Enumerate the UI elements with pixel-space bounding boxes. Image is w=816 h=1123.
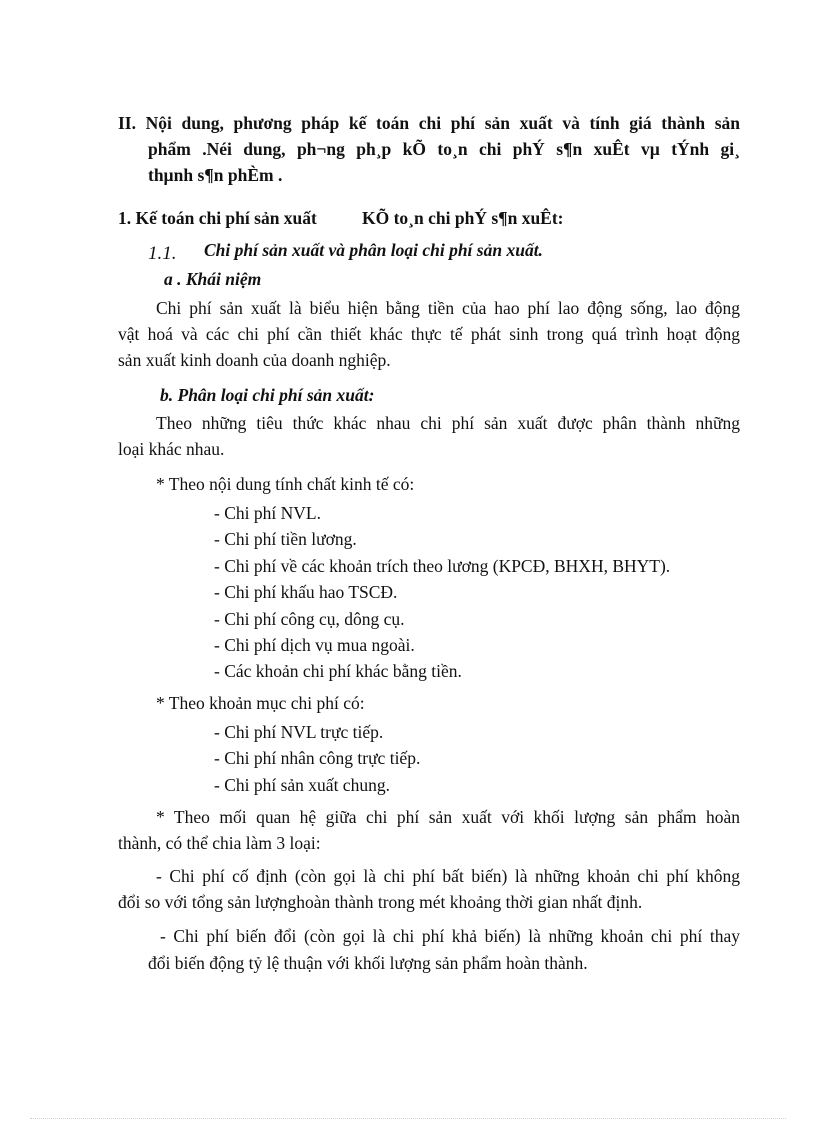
group2-title: * Theo khoản mục chi phí có: <box>156 693 365 713</box>
list-item: - Chi phí khấu hao TSCĐ. <box>214 582 398 602</box>
page-bottom-border <box>30 1118 786 1119</box>
list-item: - Chi phí NVL. <box>214 503 321 523</box>
list-item: - Chi phí nhân công trực tiếp. <box>214 748 421 768</box>
variable-cost-line1: - Chi phí biến đổi (còn gọi là chi phí khả biến) là những khoản chi phí thay <box>160 926 740 946</box>
part-b-para-line2: loại khác nhau. <box>118 439 225 459</box>
section-heading-line2: phẩm .Néi dung, ph¬ng ph¸p kÕ to¸n chi phÝ s¶n xuÊt vµ tÝnh gi¸ <box>148 139 740 159</box>
group3-title-line2: thành, có thể chia làm 3 loại: <box>118 833 321 853</box>
list-item: - Chi phí về các khoản trích theo lương (KPCĐ, BHXH, BHYT). <box>214 556 671 576</box>
subsection-heading-vn: 1. Kế toán chi phí sản xuất <box>118 208 317 228</box>
section-heading-line1: II. Nội dung, phương pháp kế toán chi phí sản xuất và tính giá thành sản <box>118 113 740 133</box>
section-heading-line3: thµnh s¶n phÈm . <box>148 165 283 185</box>
fixed-cost-line2: đổi so với tổng sản lượnghoàn thành trong mét khoảng thời gian nhất định. <box>118 892 643 912</box>
list-item: - Các khoản chi phí khác bằng tiền. <box>214 661 462 681</box>
part-a-heading: a . Khái niệm <box>164 269 262 289</box>
list-item: - Chi phí NVL trực tiếp. <box>214 722 384 742</box>
subsection-title: Chi phí sản xuất và phân loại chi phí sản xuất. <box>204 240 543 260</box>
part-a-para-line3: sản xuất kinh doanh của doanh nghiệp. <box>118 350 391 370</box>
subsection-heading-legacy: KÕ to¸n chi phÝ s¶n xuÊt: <box>362 208 564 228</box>
list-item: - Chi phí tiền lương. <box>214 529 357 549</box>
part-b-para-line1: Theo những tiêu thức khác nhau chi phí sản xuất được phân thành những <box>156 413 740 433</box>
subsection-number: 1.1. <box>148 243 177 264</box>
list-item: - Chi phí công cụ, dông cụ. <box>214 609 405 629</box>
group1-title: * Theo nội dung tính chất kinh tế có: <box>156 474 415 494</box>
part-a-para-line2: vật hoá và các chi phí cần thiết khác thực tế phát sinh trong quá trình hoạt động <box>118 324 740 344</box>
list-item: - Chi phí sản xuất chung. <box>214 775 390 795</box>
part-a-para-line1: Chi phí sản xuất là biểu hiện bằng tiền của hao phí lao động sống, lao động <box>156 298 740 318</box>
list-item: - Chi phí dịch vụ mua ngoài. <box>214 635 415 655</box>
group3-title-line1: * Theo mối quan hệ giữa chi phí sản xuất với khối lượng sản phẩm hoàn <box>156 807 740 827</box>
fixed-cost-line1: - Chi phí cố định (còn gọi là chi phí bất biến) là những khoản chi phí không <box>156 866 740 886</box>
part-b-heading: b. Phân loại chi phí sản xuất: <box>160 385 375 405</box>
variable-cost-line2: đổi biến động tỷ lệ thuận với khối lượng sản phẩm hoàn thành. <box>148 953 588 973</box>
